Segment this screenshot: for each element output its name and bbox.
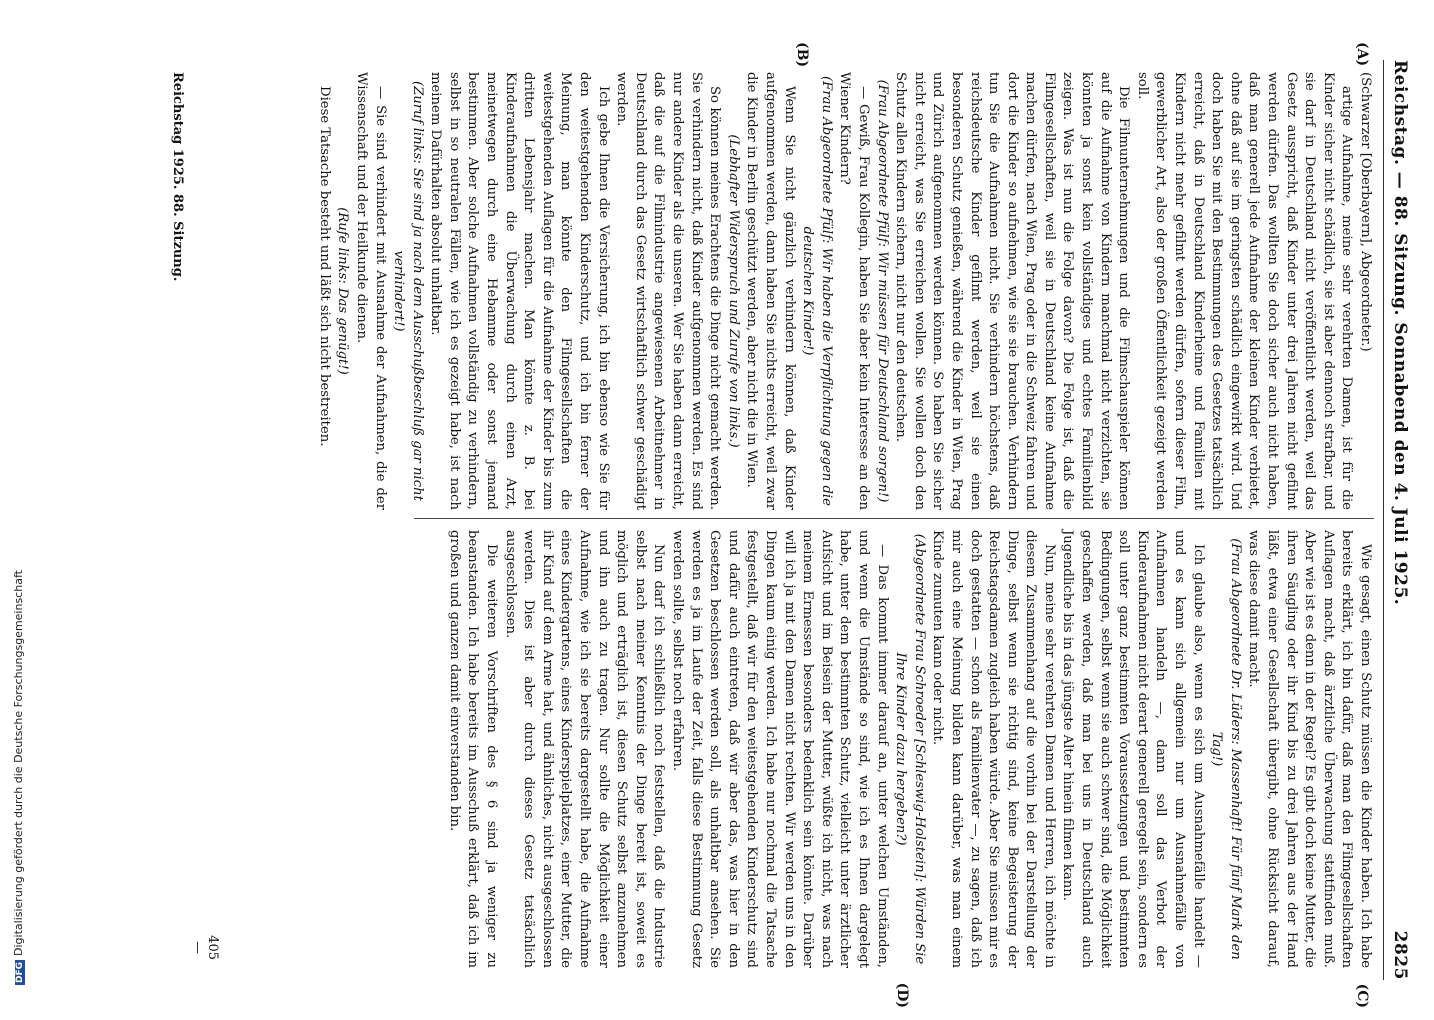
page-bottom-dash: — bbox=[190, 941, 205, 955]
paragraph: — Das kommt immer darauf an, unter welchen Umständen, und wenn die Umstände so sind, wie ich es Ihnen dargelegt habe, unter dem bestimmten Schutz, vielleicht unter ärztlicher Aufsicht und im Beisein der Mutter, wüßte ich nicht, was nach meinem Ermessen besonders bedenklich sein könnte. Darüber will ich ja mit den Damen nicht rechten. Wir werden uns in den Dingen kaum einig werden. Ich habe nur nochmal die Tatsache festgestellt, daß wir für den weitestgehenden Kinderschutz sind und dafür auch eintreten, daß wir aber das, was hier in den Gesetzen beschlossen werden soll, als unhaltbar ansehen. Sie werden es ja im Laufe der Zeit, falls diese Bestimmung Gesetz werden sollte, selbst noch erfahren. bbox=[670, 530, 890, 968]
paragraph: Die weiteren Vorschriften des § 6 sind ja weniger zu beanstanden. Ich habe bereits im Ausschuß erklärt, daß ich im großen und ganzen damit einverstanden bin. bbox=[446, 530, 500, 968]
margin-marker-b: (B) bbox=[794, 42, 810, 68]
paragraph: So können meines Erachtens die Dinge nicht gemacht werden. Sie verhindern nicht, daß Kinder aufgenommen werden. Es sind nur andere Kinder als die unseren. Wer Sie haben dann erreicht, daß die auf die Filmindustrie angewiesenen Arbeitnehmer in Deutschland durch das Gesetz wirtschaftlich schwer geschädigt werden. bbox=[614, 72, 723, 510]
paragraph: Nun, meine sehr verehrten Damen und Herren, ich möchte in diesem Zusammenhang auf die vorhin bei der Darstellung der Dinge, selbst wenn sie richtig sind, keine Begeisterung der Reichstagsdamen zugleich haben würde. Aber Sie müssen mir es doch gestatten — schon als Familienvater —, zu sagen, daß ich mir auch eine Meinung bilden kann darüber, was man einem Kinde zumuten kann oder nicht. bbox=[930, 530, 1057, 968]
paragraph: — Gewiß, Frau Kollegin, haben Sie aber kein Interesse an den Wiener Kindern? bbox=[837, 72, 871, 510]
paragraph: Die Filmunternehmungen und die Filmschauspieler können auf die Aufnahme von Kindern manchmal nicht verzichten, sie könnten ja sonst kein vollständiges und echtes Familienbild zeigen. Was ist nun die Folge davon? Die Folge ist, daß die Filmgesellschaften, weil sie in Deutschland keine Aufnahme machen dürfen, nach Wien, Prag oder in die Schweiz fahren und dort die Kinder so aufnehmen, wie sie sie brauchen. Verhindern tun Sie die Aufnahmen nicht. Sie verhindern höchstens, daß reichsdeutsche Kinder gefilmt werden, weil sie einen besonderen Schutz genießen, während die Kinder in Wien, Prag und Zürich aufgenommen werden können. So haben Sie sicher nicht erreicht, was Sie erreichen wollen. Sie wollen doch den Schutz allen Kindern sichern, nicht nur den deutschen. bbox=[893, 72, 1132, 510]
interjection: (Lebhafter Widerspruch und Zurufe von links.) bbox=[725, 134, 741, 448]
interjection: (Frau Abgeordnete Pfülf: Wir haben die Verpflichtung gegen die deutschen Kinder!) bbox=[800, 76, 834, 506]
interjection: (Abgeordnete Frau Schroeder [Schleswig-Holstein]: Würden Sie Ihre Kinder dazu hergeben?) bbox=[893, 533, 927, 965]
header-title: Reichstag. — 88. Sitzung. Sonnabend den 4. Juli 1925. bbox=[1390, 60, 1410, 606]
page-footer: Reichstag 1925. 88. Sitzung. bbox=[170, 72, 185, 282]
dfg-logo-icon: DFG bbox=[15, 961, 25, 983]
interjection: (Frau Abgeordnete Pfülf: Wir müssen für Deutschland sorgen!) bbox=[874, 79, 890, 503]
header-page-number: 2825 bbox=[1390, 930, 1410, 980]
digitization-sidebar bbox=[0, 0, 25, 1000]
paragraph: Wenn Sie nicht gänzlich verhindern können, daß Kinder aufgenommen werden, dann haben Sie nichts erreicht, weil zwar die Kinder in Berlin geschützt werden, aber nicht die in Wien. bbox=[744, 72, 797, 510]
page-bottom-number bbox=[190, 935, 220, 960]
paragraph: Wie gesagt, einen Schutz müssen die Kinder haben. Ich habe bereits erklärt, ich bin dafür, daß man den Filmgesellschaften Auflagen macht, daß ärztliche Überwachung stattfinden muß. Aber wie ist es denn in der Regel? Es gibt doch keine Mutter, die ihren Säugling oder ihr Kind bis zu drei Jahren aus der Hand läßt, etwa einer Gesellschaft übergibt, ohne Rücksicht darauf, was diese damit macht. bbox=[1246, 530, 1373, 968]
right-column bbox=[444, 530, 1374, 968]
header-rule bbox=[1383, 60, 1384, 980]
interjection: (Rufe links: Das genügt!) bbox=[335, 207, 351, 375]
paragraph: Ich glaube also, wenn es sich um Ausnahmefälle handelt — und es kann sich allgemein nur um Ausnahmefälle von Aufnahmen handeln —, dann soll das Verbot der Kinderaufnahmen nicht derart generell geregelt sein, sondern es soll unter ganz bestimmten Voraussetzungen und bestimmten Bedingungen, selbst wenn sie auch schwer sind, die Möglichkeit geschaffen werden, daß man bei uns in Deutschland auch Jugendliche bis in das jüngste Alter hinein filmen kann. bbox=[1060, 530, 1206, 968]
scanned-page bbox=[130, 20, 1430, 1020]
paragraph: Ich gebe Ihnen die Versicherung, ich bin ebenso wie Sie für den weitestgehenden Kinderschutz, und ich bin ferner der Meinung, man könnte den Filmgesellschaften die weitestgehenden Auflagen für die Aufnahme der Kinder bis zum dritten Lebensjahr machen. Man könnte z. B. bei Kinderaufnahmen die Überwachung durch einen Arzt, meinetwegen durch eine Hebamme oder sonst jemand bestimmen. Aber solche Aufnahmen vollständig zu verhindern, selbst in so neutralen Fällen, wie ich es gezeigt habe, ist nach meinem Dafürhalten absolut unhaltbar. bbox=[428, 72, 611, 510]
margin-marker-a: (A) bbox=[1354, 42, 1370, 67]
page-header bbox=[1388, 60, 1412, 980]
interjection: (Zuruf links: Sie sind ja nach dem Ausschußbeschluß gar nicht verhindert!) bbox=[391, 81, 425, 501]
speaker-label: (Schwarzer [Oberbayern], Abgeordneter.) bbox=[1358, 72, 1373, 352]
digitization-note bbox=[12, 570, 25, 985]
paragraph: artige Aufnahme, meine sehr verehrten Damen, ist für die Kinder sicher nicht schädlich, sie ist aber dennoch strafbar, und sie darf in Deutschland nicht veröffentlicht werden, weil das Gesetz ausspricht, daß Kinder unter drei Jahren nicht gefilmt werden dürfen. Das wollten Sie doch sicher auch nicht haben, daß man generell jede Aufnahme der kleinen Kinder verbietet, ohne daß auf sie im geringsten schädlich eingewirkt wird. Und doch haben Sie mit den Bestimmungen des Gesetzes tatsächlich erreicht, daß in Deutschland Kinderheime und Familien mit Kindern nicht mehr gefilmt werden dürfen, sofern dieser Film, gewerblicher Art, also der großen Öffentlichkeit gezeigt werden soll. bbox=[1134, 72, 1355, 510]
page-bottom-number-value: 405 bbox=[205, 935, 220, 960]
column-rule bbox=[414, 518, 1374, 519]
margin-marker-d: (D) bbox=[894, 982, 910, 1008]
left-column bbox=[314, 72, 1374, 510]
interjection: (Frau Abgeordnete Dr. Lüders: Massenhaft! Für fünf Mark den Tag!) bbox=[1209, 538, 1243, 960]
paragraph: Nun darf ich schließlich noch feststellen, daß die Industrie selbst nach meiner Kenntnis der Dinge bereit ist, soweit es möglich und erträglich ist, diesen Schutz selbst anzunehmen und ihn auch zu tragen. Nur sollte die Möglichkeit einer Aufnahme, wie ich sie bereits dargestellt habe, die Aufnahme eines Kindergartens, eines Kinderspielplatzes, einer Mutter, die ihr Kind auf dem Arme hat, und ähnliches, nicht ausgeschlossen werden. Dies ist aber durch dieses Gesetz tatsächlich ausgeschlossen. bbox=[502, 530, 667, 968]
paragraph: — Sie sind verhindert mit Ausnahme der Aufnahmen, die der Wissenschaft und der Heilkunde dienen. bbox=[353, 72, 388, 510]
digitization-note-text: Digitalisierung gefördert durch die Deutsche Forschungsgemeinschaft bbox=[12, 570, 25, 956]
margin-marker-c: (C) bbox=[1354, 983, 1370, 1008]
paragraph: Diese Tatsache besteht und läßt sich nicht bestreiten. bbox=[316, 86, 332, 447]
